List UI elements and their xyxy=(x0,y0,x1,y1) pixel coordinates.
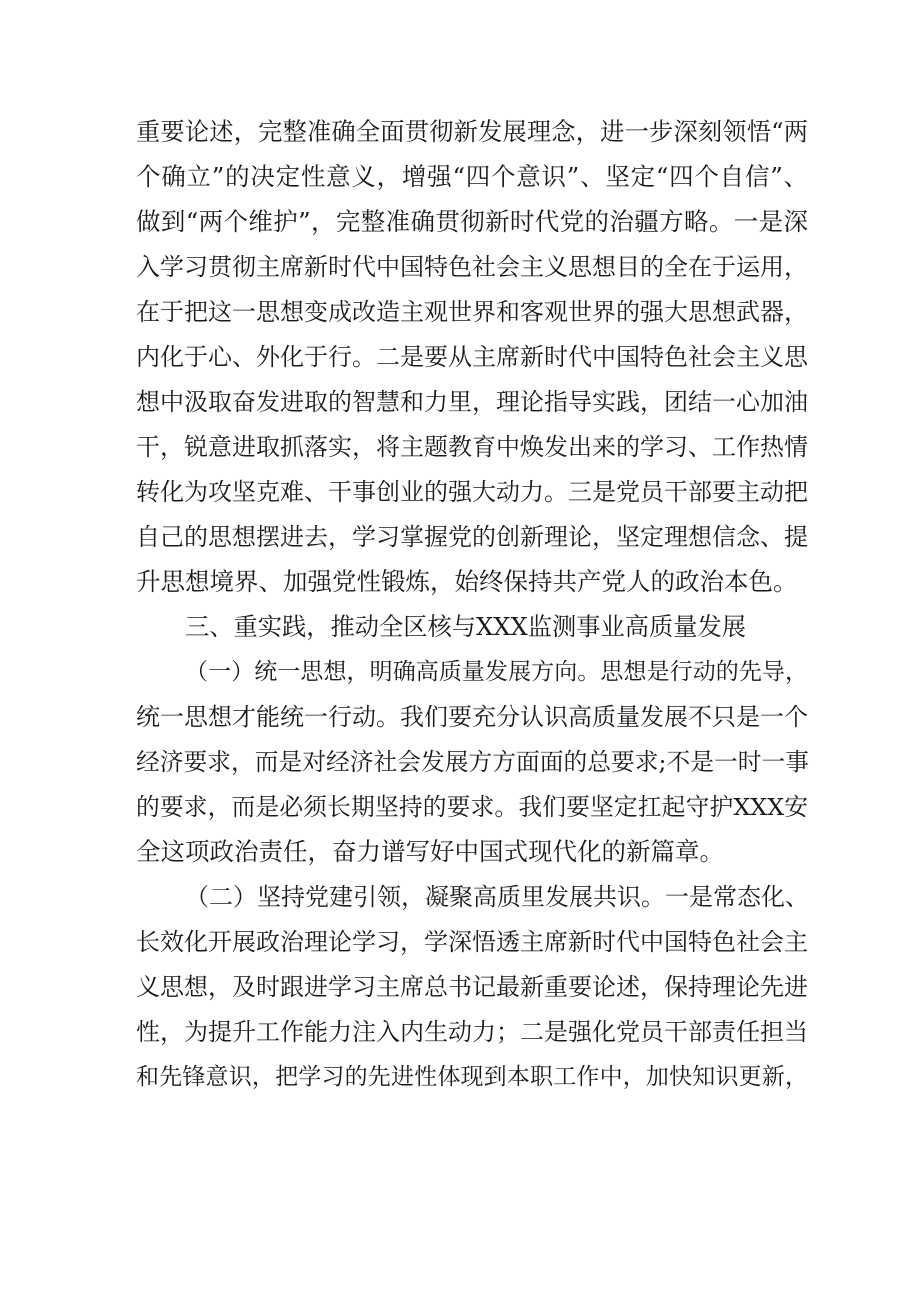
text-line: 想中汲取奋发进取的智慧和力里，理论指导实践，团结一心加油 xyxy=(136,388,808,416)
text-line: 升思想境界、加强党性锻炼，始终保持共产党人的政治本色。 xyxy=(136,567,798,596)
text-line: 和先锋意识，把学习的先进性体现到本职工作中，加快知识更新， xyxy=(136,1064,808,1090)
text-line: 干，锐意进取抓落实，将主题教育中焕发出来的学习、工作热情 xyxy=(136,433,808,461)
text-line: 入学习贯彻主席新时代中国特色社会主义思想目的全在于运用， xyxy=(136,253,808,281)
text-line: 统一思想才能统一行动。我们要充分认识高质量发展不只是一个 xyxy=(136,703,808,731)
text-line: 转化为攻坚克难、干事创业的强大动力。三是党员干部要主动把 xyxy=(136,478,808,506)
text-line: 性，为提升工作能力注入内生动力；二是强化党员干部责任担当 xyxy=(136,1018,808,1046)
text-line: 长效化开展政治理论学习，学深悟透主席新时代中国特色社会主 xyxy=(136,928,808,956)
text-line: 在于把这一思想变成改造主观世界和客观世界的强大思想武器， xyxy=(136,298,808,326)
paragraph-first-line: （一）统一思想，明确高质量发展方向。思想是行动的先导， xyxy=(185,659,808,685)
text-line: 重要论述，完整准确全面贯彻新发展理念，进一步深刻领悟“两 xyxy=(136,117,808,146)
text-line: 经济要求，而是对经济社会发展方方面面的总要求;不是一时一事 xyxy=(136,748,810,776)
text-line: 做到“两个维护”，完整准确贯彻新时代党的治疆方略。一是深 xyxy=(136,207,808,236)
text-line: 义思想，及时跟进学习主席总书记最新重要论述，保持理论先进 xyxy=(136,973,808,1001)
text-line: 全这项政治责任，奋力谱写好中国式现代化的新篇章。 xyxy=(136,837,724,866)
text-line: 的要求，而是必须长期坚持的要求。我们要坚定扛起守护XXX安 xyxy=(136,793,808,821)
paragraph-first-line: （二）坚持党建引领，凝聚高质里发展共识。一是常态化、 xyxy=(185,883,809,911)
text-line: 个确立”的决定性意义，增强“四个意识”、坚定“四个自信”、 xyxy=(136,162,808,191)
text-line: 自己的思想摆进去，学习掌握党的创新理论，坚定理想信念、提 xyxy=(136,523,808,551)
section-heading: 三、重实践，推动全区核与XXX监测事业高质量发展 xyxy=(185,612,747,641)
text-line: 内化于心、外化于行。二是要从主席新时代中国特色社会主义思 xyxy=(136,343,808,371)
